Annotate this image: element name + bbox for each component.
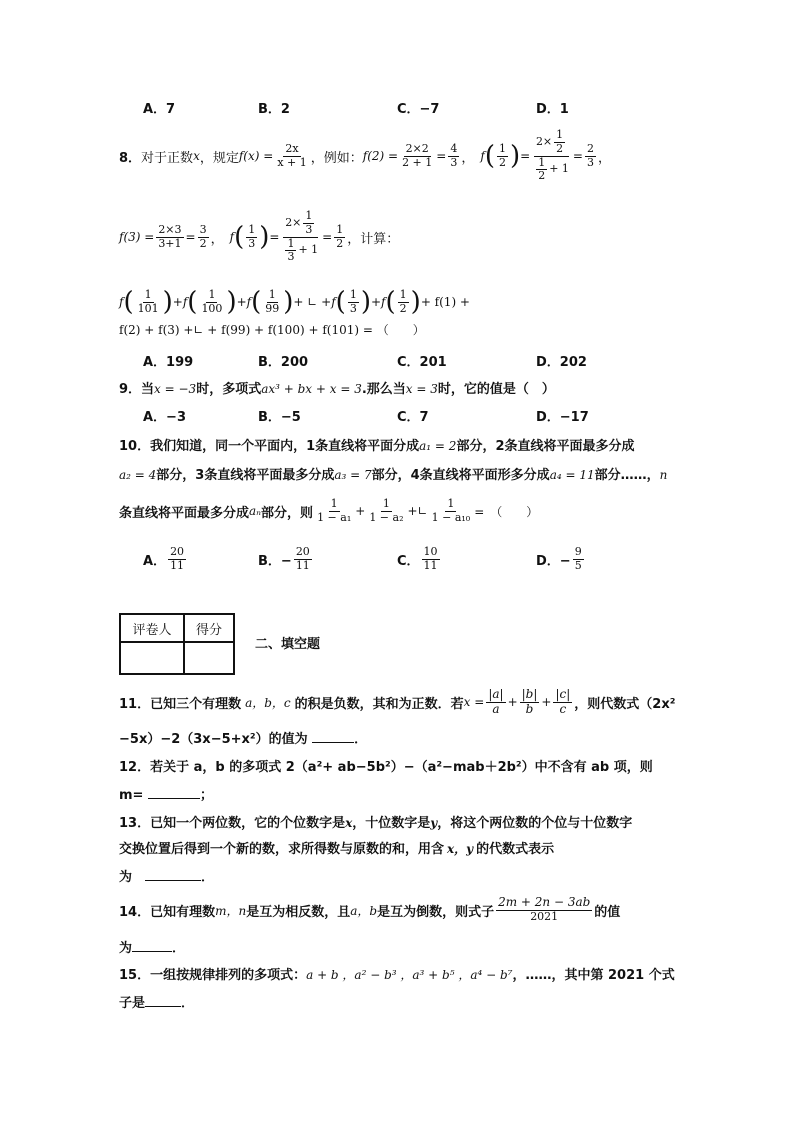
q14-line2: 为 ．: [119, 941, 186, 956]
q8-x: x: [193, 149, 200, 163]
q8-f2-fraction: $\frac{2\times 2}{2 + 1}$: [402, 141, 433, 169]
q8-number: 8．: [119, 150, 142, 166]
q8-option-b: B．200: [258, 355, 309, 370]
q7-option-b: B．2: [258, 102, 290, 117]
q8-f2: f(2) =: [362, 149, 399, 163]
score-table: [119, 613, 235, 675]
q8-f3-result: $\frac{3}{2}$: [199, 222, 207, 250]
q12-line2: m= ；: [119, 788, 213, 803]
q8-option-d: D．202: [536, 355, 587, 370]
q13-line2: 交换位置后得到一个新的数，求所得数与原数的和，用含 x，y 的代数式表示: [119, 842, 555, 857]
q10-term2: $\frac{1}{\text{1 − a₂}}$: [369, 496, 404, 524]
score-table-grader-cell[interactable]: [120, 642, 184, 674]
q12-line1: 12．若关于 a，b 的多项式 2（a²+ ab−5b²）−（a²−mab＋2b²）中不含有 ab 项，则: [119, 760, 653, 775]
q10-option-a: A． $\frac{20}{11}$: [143, 544, 185, 572]
q13-line3: 为 ．: [119, 870, 215, 885]
q8-line1: 8． 对于正数 x ，规定 f(x) = $\frac{2x}{x + 1}$ ，例如： f(2) = $\frac{2\times 2}{2 + 1}$ = $\frac{4}{3}$ ， f ( $\frac{1}{2}$ ) = 2× $\frac{1}{2}$ $\frac{1}{2}$ + 1 = $\frac{2}{3}$ ，: [119, 128, 611, 183]
q8-sum-line2: f(2) + f(3) +∟ + f(99) + f(100) + f(101) = （ ）: [119, 323, 425, 337]
q8-eg: ，例如：: [310, 150, 363, 166]
q10-term1: $\frac{1}{\text{1 − a₁}}$: [317, 496, 352, 524]
q8-fx: f(x) =: [238, 149, 274, 163]
q8-sum-line1: f ( $\frac{1}{101}$ ) + f ( $\frac{1}{100}$ ) + f ( $\frac{1}{99}$ ) + ∟ + f ( $\frac{1}{3}$ ) + f ( $\frac{1}{2}$ ) + f(1) +: [119, 287, 470, 317]
q12-answer-blank[interactable]: [148, 798, 200, 799]
q8-result-half: $\frac{1}{2}$: [336, 222, 344, 250]
q9-stem: 9．当x = −3时，多项式ax³ + bx + x = 3.那么当x = 3时，它的值是（ ）: [119, 382, 555, 397]
q10-option-c: C． $\frac{10}{11}$: [397, 544, 438, 572]
q13-line1: 13．已知一个两位数，它的个位数字是x，十位数字是y，将这个两位数的个位与十位数字: [119, 816, 633, 831]
q11-line2: −5x）−2（3x−5+x²）的值为 ．: [119, 732, 368, 747]
q9-option-d: D．−17: [536, 410, 589, 425]
q14-fraction: $\frac{2m + 2n - 3ab}{2021}$: [498, 895, 591, 924]
q14-answer-blank[interactable]: [132, 951, 172, 952]
q8-option-c: C．201: [397, 355, 447, 370]
q7-option-a: A．7: [143, 102, 176, 117]
q8-result-two-thirds: $\frac{2}{3}$: [586, 141, 594, 169]
q10-line1: 10．我们知道，同一个平面内，1条直线将平面分成a₁ = 2部分，2条直线将平面最多分成: [119, 439, 635, 454]
score-table-header-score: 得分: [184, 614, 234, 642]
q8-f3: f(3) =: [119, 230, 155, 244]
q10-line2: a₂ = 4部分，3条直线将平面最多分成a₃ = 7部分，4条直线将平面形多分成a₄ = 11部分……，n: [119, 468, 668, 483]
q15-line1: 15．一组按规律排列的多项式：a + b ，a² − b³ ，a³ + b⁵ ，a⁴ − b⁷，……，其中第 2021 个式: [119, 968, 675, 983]
q8-intro: 对于正数: [141, 150, 194, 166]
q10-option-b: B．− $\frac{20}{11}$: [258, 544, 310, 572]
q15-line2: 子是 ．: [119, 996, 195, 1011]
q11-line1: 11．已知三个有理数 a，b，c 的积是负数，其和为正数．若 x = $\frac{|a|}{a}$ + $\frac{|b|}{b}$ + $\frac{|c|}{c}$ ，则代数式（2x²: [119, 686, 676, 716]
section-title-fill-blank: 二、填空题: [255, 637, 321, 652]
q10-line3: 条直线将平面最多分成 aₙ 部分，则 $\frac{1}{\text{1 − a₁}}$ + $\frac{1}{\text{1 − a₂}}$ +∟ $\frac{1}{\text{1 − a₁₀}}$ = （ ）: [119, 496, 539, 524]
score-table-header-grader: 评卷人: [120, 614, 184, 642]
q13-answer-blank[interactable]: [145, 880, 201, 881]
q8-def-fraction: $\frac{2x}{x + 1}$: [277, 141, 307, 169]
q14-line1: 14．已知有理数 m，n 是互为相反数，且 a，b 是互为倒数，则式子 $\frac{2m + 2n - 3ab}{2021}$ 的值: [119, 895, 621, 924]
q11-answer-blank[interactable]: [312, 742, 354, 743]
q15-answer-blank[interactable]: [145, 1006, 181, 1007]
q7-option-c: C．−7: [397, 102, 440, 117]
q8-line2: f(3) = $\frac{2\times 3}{3+1}$ = $\frac{3}{2}$ ， f ( $\frac{1}{3}$ ) = 2× $\frac{1}{3}$ $\frac{1}{3}$ + 1 = $\frac{1}{2}$ ，计算：: [119, 209, 400, 264]
q10-option-d: D．− $\frac{9}{5}$: [536, 544, 582, 572]
score-table-score-cell[interactable]: [184, 642, 234, 674]
q8-f3-fraction: $\frac{2\times 3}{3+1}$: [158, 222, 182, 250]
q8-option-a: A．199: [143, 355, 194, 370]
q9-option-a: A．−3: [143, 410, 186, 425]
q8-f2-result: $\frac{4}{3}$: [450, 141, 458, 169]
q8-third-arg: $\frac{1}{3}$: [248, 222, 256, 250]
q8-complex-fraction-half: 2× $\frac{1}{2}$ $\frac{1}{2}$ + 1: [535, 128, 569, 183]
q9-option-b: B．−5: [258, 410, 301, 425]
q8-complex-fraction-third: 2× $\frac{1}{3}$ $\frac{1}{3}$ + 1: [285, 209, 319, 264]
q10-term10: $\frac{1}{\text{1 − a₁₀}}$: [431, 496, 471, 524]
q8-rule: ，规定: [199, 150, 239, 166]
q7-option-d: D．1: [536, 102, 569, 117]
q8-half-arg: $\frac{1}{2}$: [498, 141, 506, 169]
q9-option-c: C．7: [397, 410, 429, 425]
